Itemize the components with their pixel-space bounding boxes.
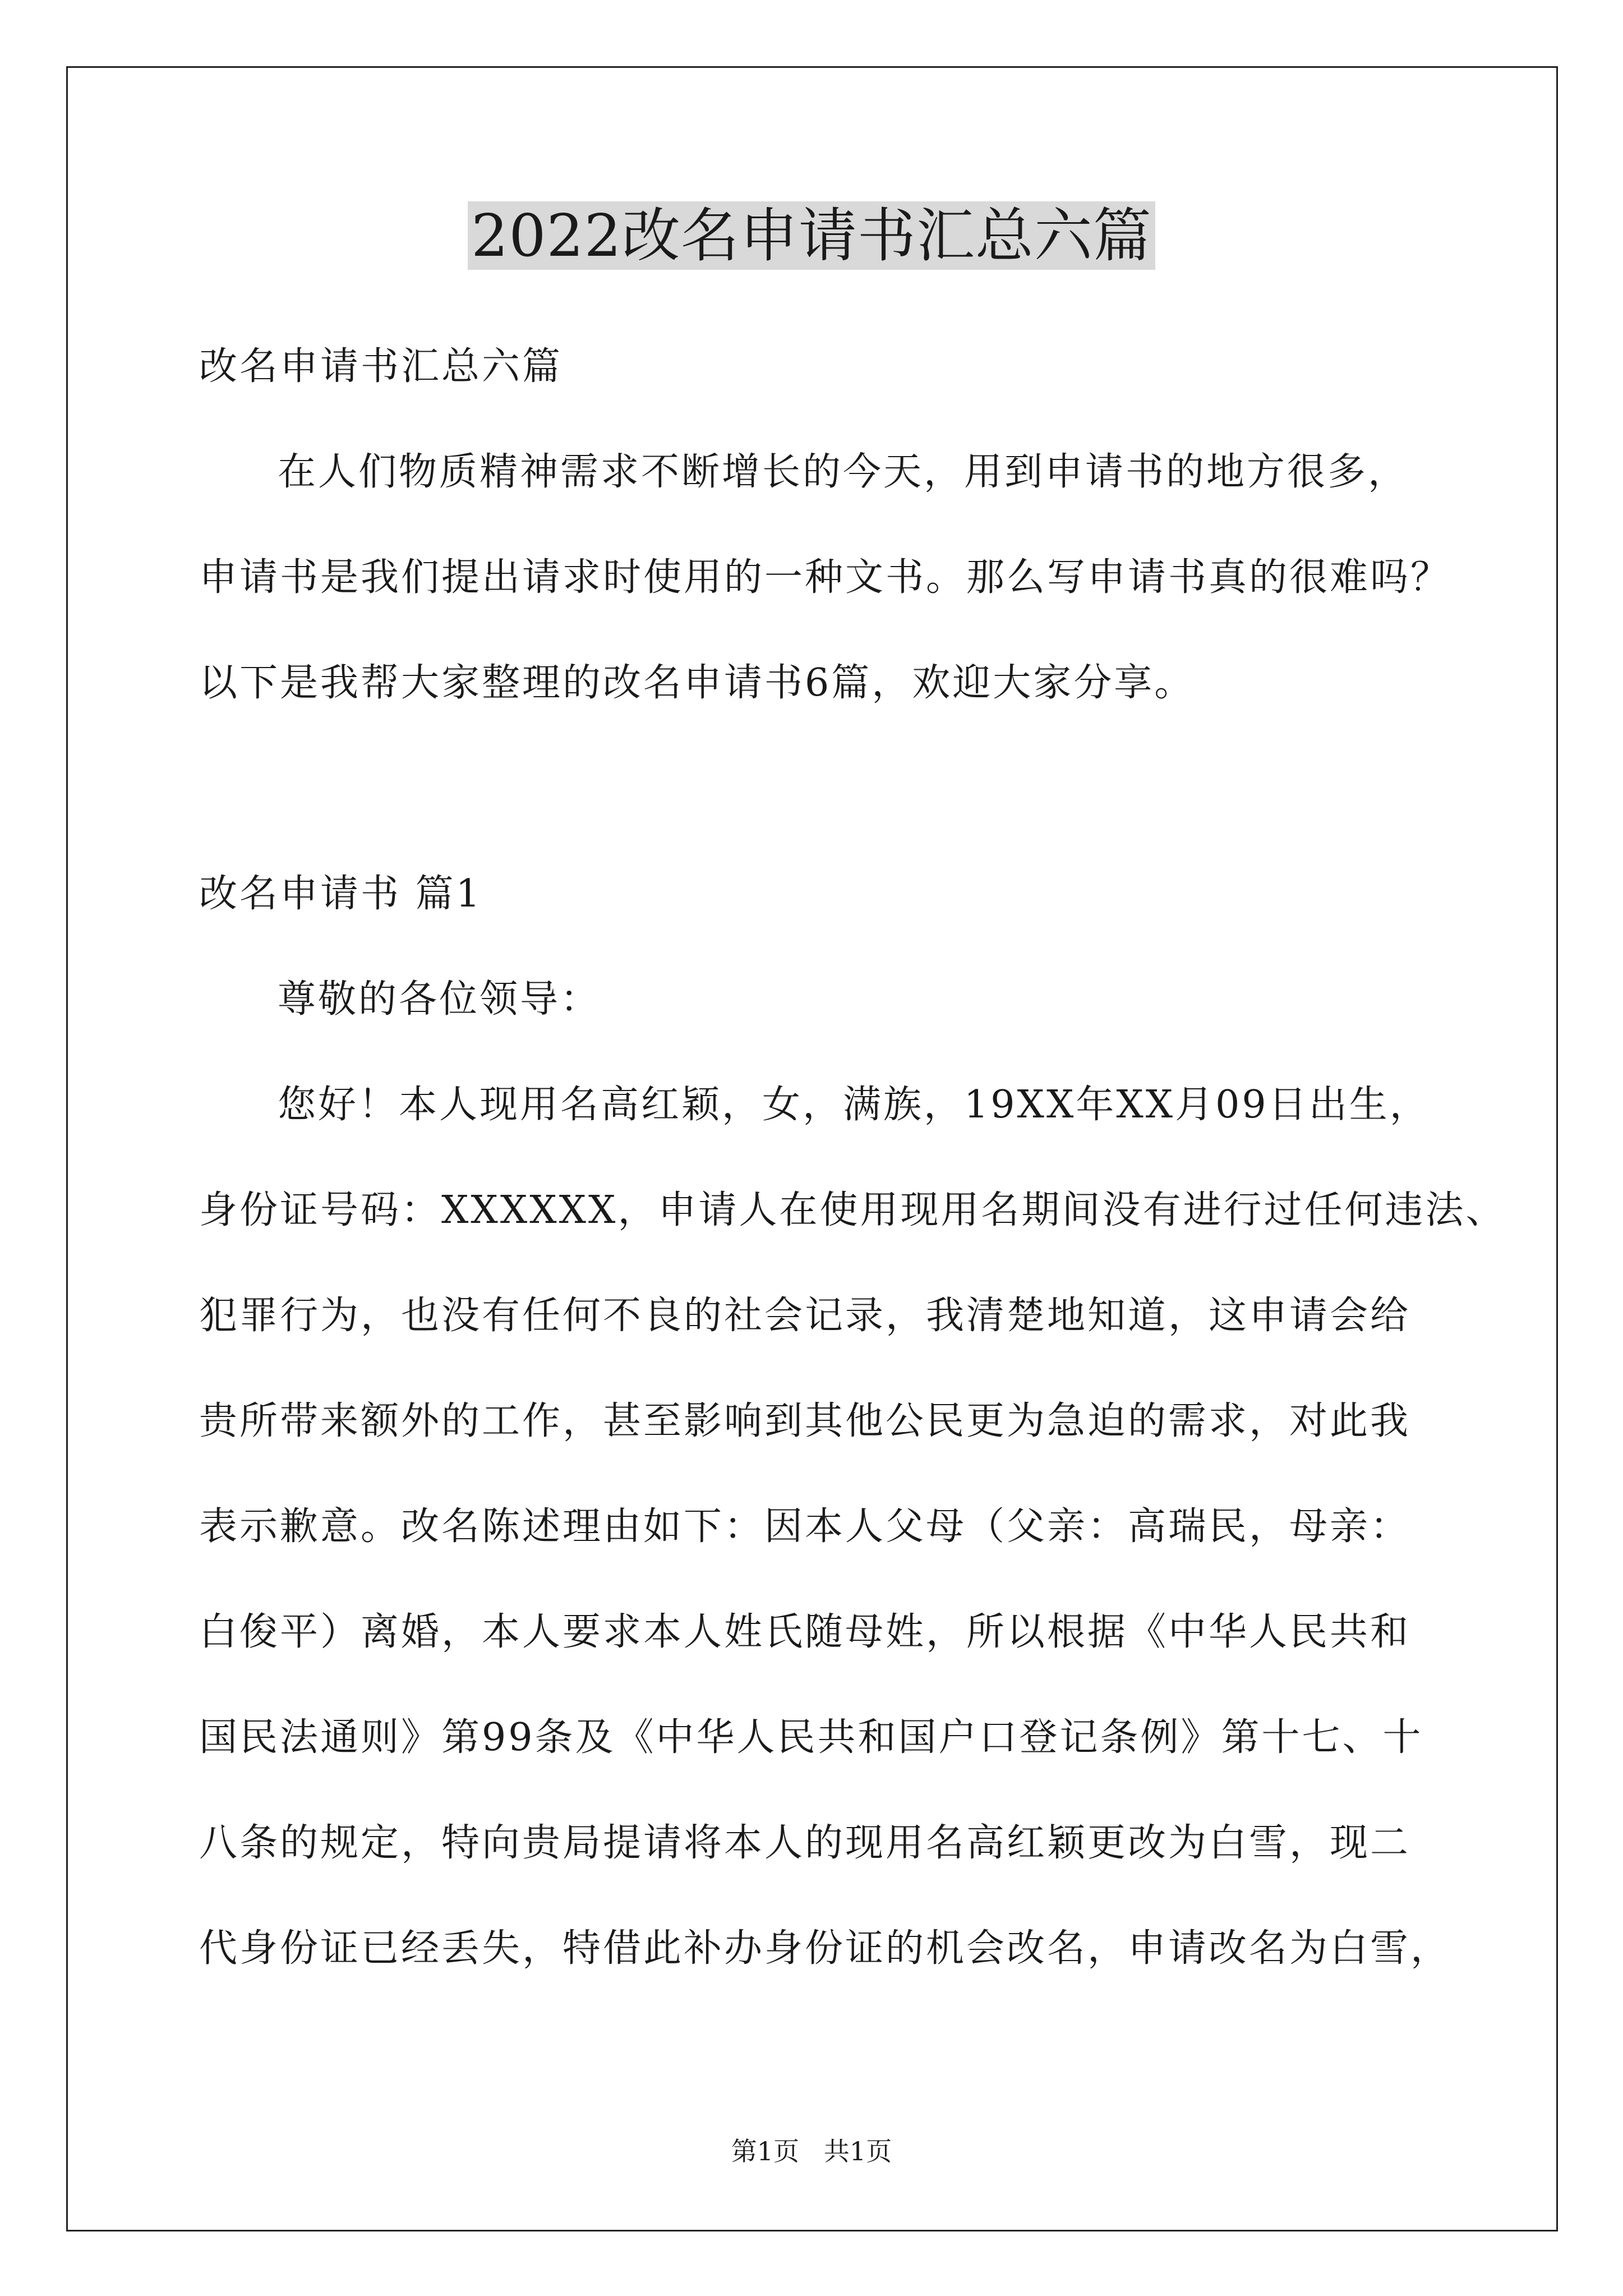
letter-body-line: 贵所带来额外的工作，甚至影响到其他公民更为急迫的需求，对此我	[199, 1399, 1411, 1443]
letter-body-line: 表示歉意。改名陈述理由如下：因本人父母（父亲：高瑞民，母亲：	[199, 1504, 1411, 1549]
letter-body-line: 国民法通则》第99条及《中华人民共和国户口登记条例》第十七、十	[199, 1715, 1423, 1760]
letter-salutation: 尊敬的各位领导：	[278, 977, 601, 1022]
section-heading: 改名申请书 篇1	[199, 872, 482, 916]
intro-line: 申请书是我们提出请求时使用的一种文书。那么写申请书真的很难吗？	[199, 555, 1451, 600]
document-subtitle: 改名申请书汇总六篇	[199, 344, 563, 389]
paragraph-gap	[199, 736, 1455, 841]
letter-body-line: 代身份证已经丢失，特借此补办身份证的机会改名，申请改名为白雪，	[199, 1926, 1451, 1971]
letter-body-line: 犯罪行为，也没有任何不良的社会记录，我清楚地知道，这申请会给	[199, 1294, 1411, 1338]
letter-body-line: 八条的规定，特向贵局提请将本人的现用名高红颖更改为白雪，现二	[199, 1821, 1411, 1865]
intro-line: 以下是我帮大家整理的改名申请书6篇，欢迎大家分享。	[199, 661, 1195, 705]
document-body	[199, 314, 1506, 2001]
document-title-text: 2022改名申请书汇总六篇	[468, 201, 1155, 270]
letter-body-line: 身份证号码：XXXXXX，申请人在使用现用名期间没有进行过任何违法、	[199, 1188, 1506, 1232]
document-title	[0, 196, 1623, 275]
page-footer: 第1页 共1页	[731, 2136, 892, 2166]
intro-line: 在人们物质精神需求不断增长的今天，用到申请书的地方很多，	[278, 450, 1409, 494]
letter-body-line: 您好！本人现用名高红颖，女，满族，19XX年XX月09日出生，	[278, 1083, 1430, 1127]
letter-body-line: 白俊平）离婚，本人要求本人姓氏随母姓，所以根据《中华人民共和	[199, 1610, 1411, 1654]
